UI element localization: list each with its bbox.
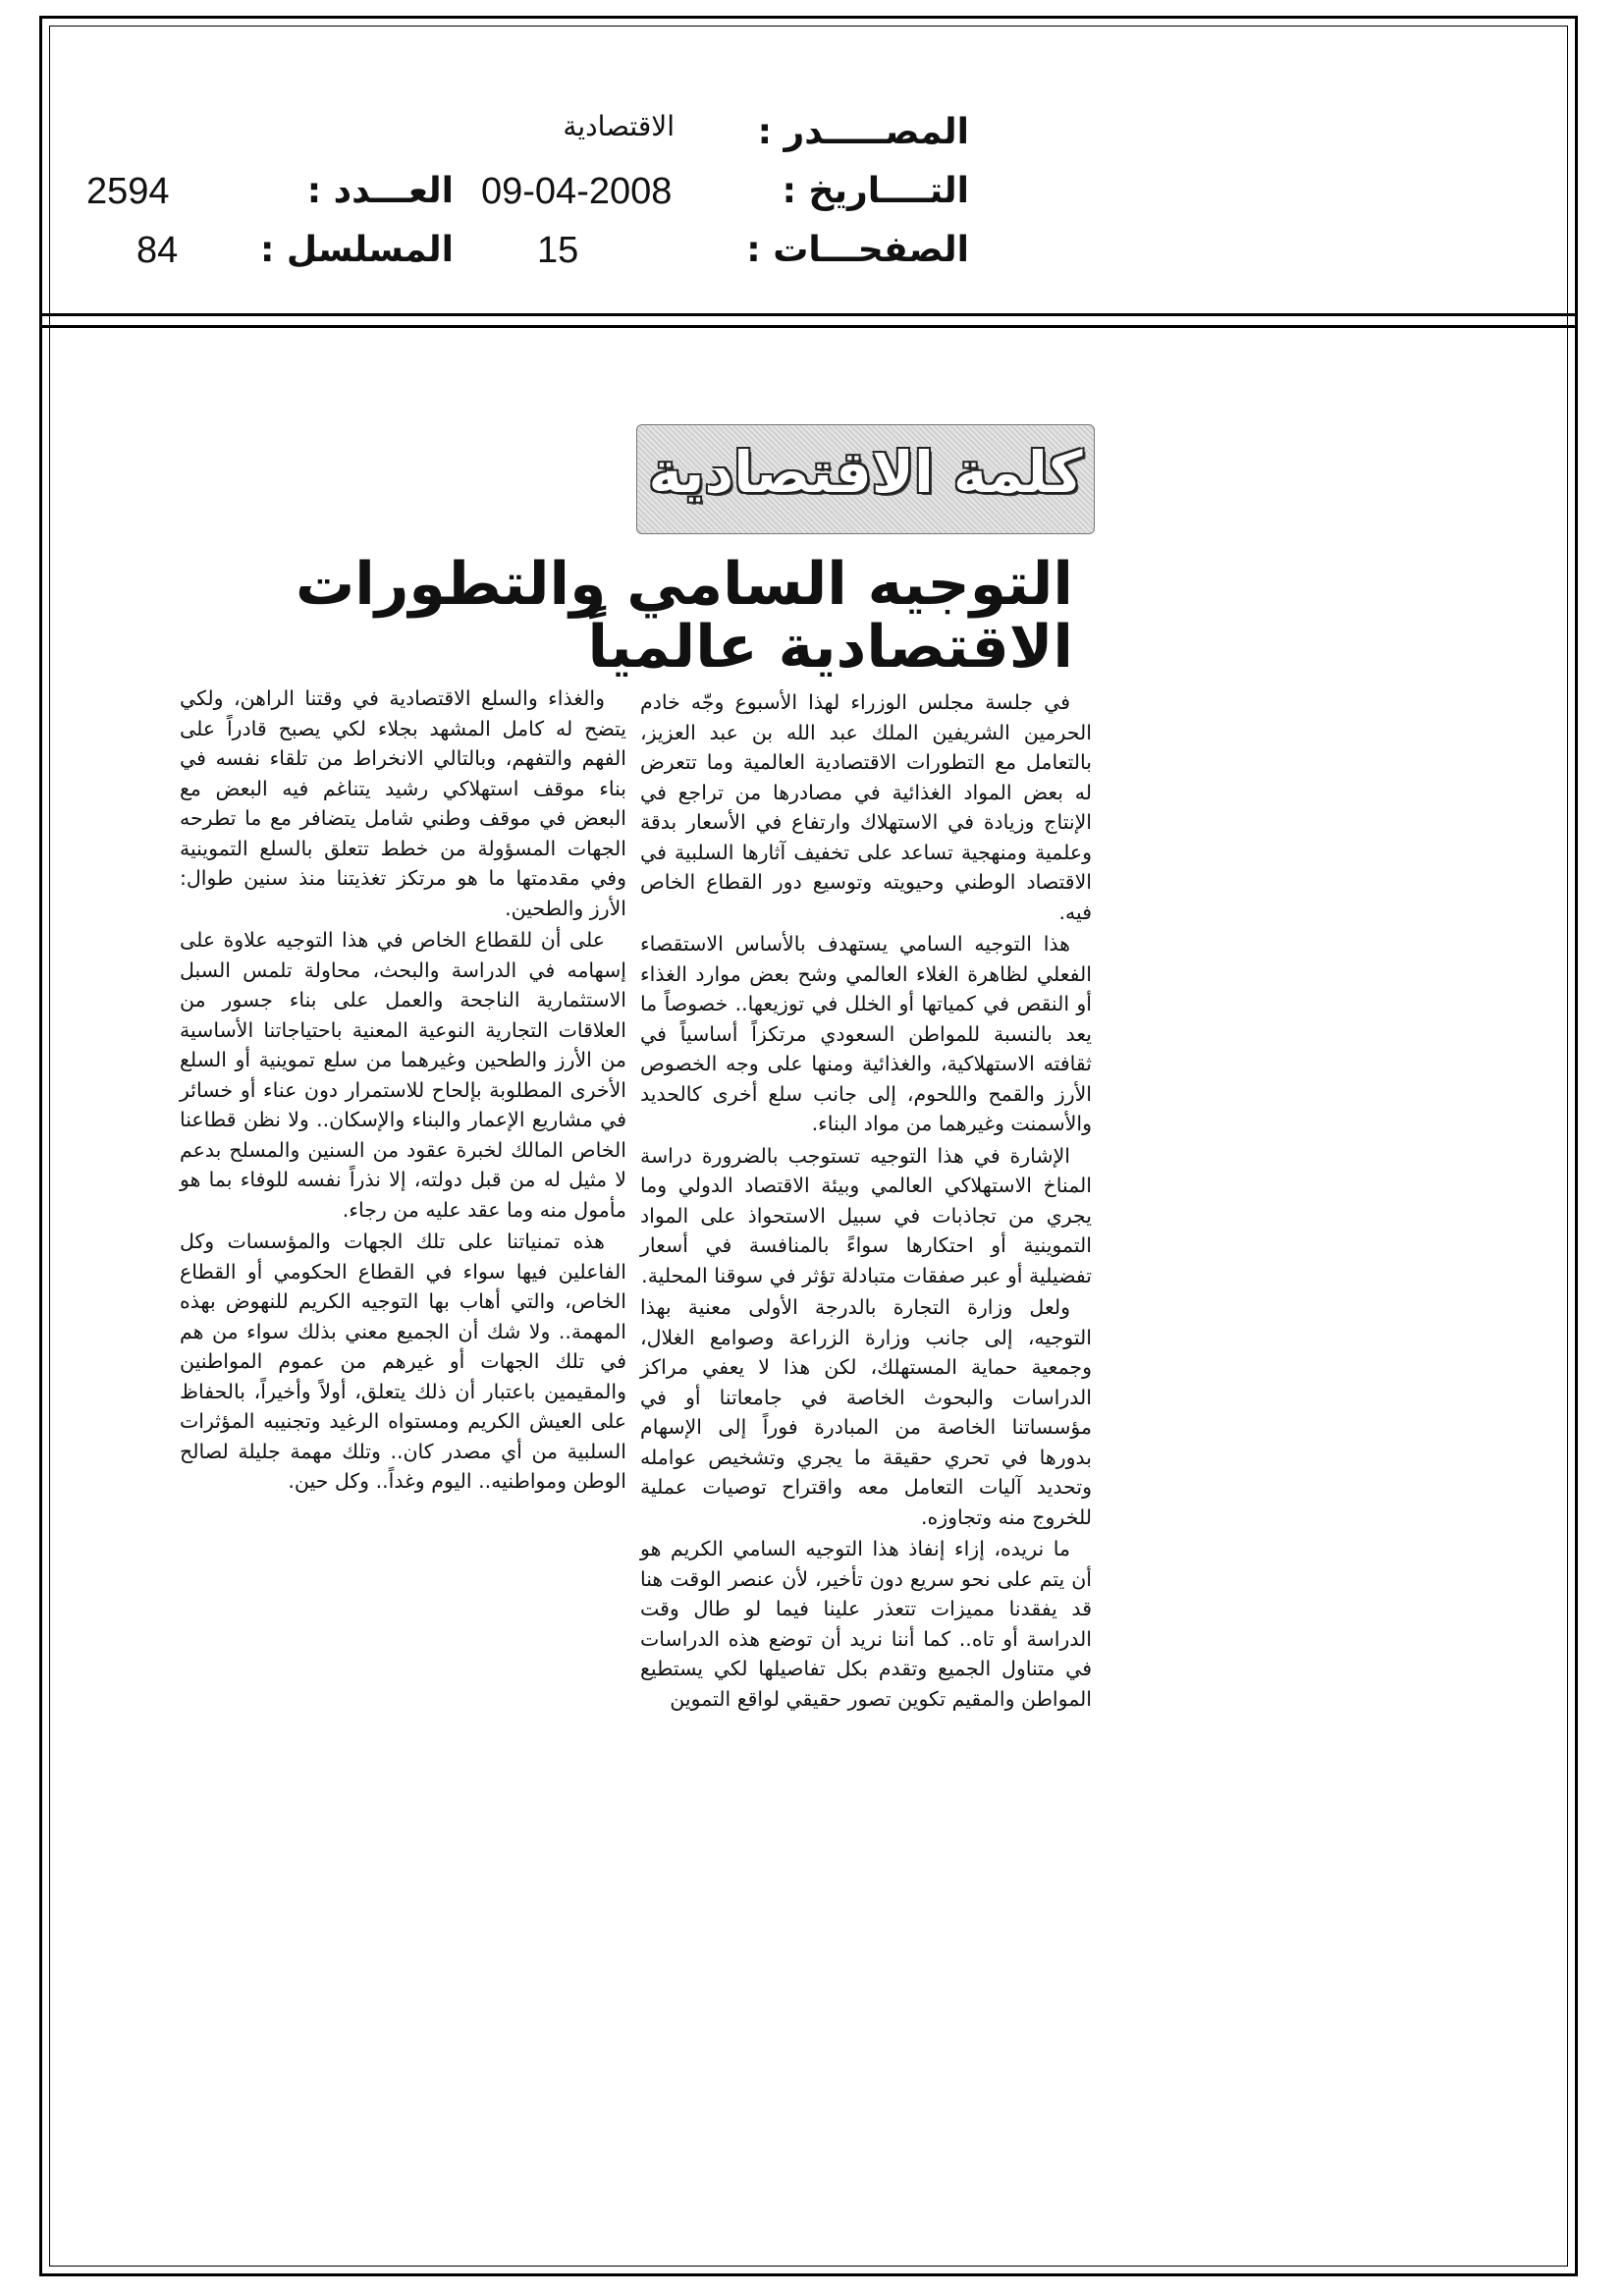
- paragraph: والغذاء والسلع الاقتصادية في وقتنا الراهن، ولكي يتضح له كامل المشهد بجلاء لكي يصبح قادراً على الفهم والتفهم، وبالتالي الانخراط من تلقاء نفسه في بناء موقف استهلاكي رشيد يتناغم فيه البعض مع البعض في موقف وطني شامل يتضافر مع ما تطرحه الجهات المسؤولة من خطط تتعلق بالسلع التموينية وفي مقدمتها ما هو مرتكز تغذيتنا منذ سنين طوال: الأرز والطحين.: [180, 686, 626, 920]
- header-divider: [39, 313, 1578, 316]
- source-label: المصـــــدر :: [757, 112, 969, 152]
- column-banner: [636, 424, 1095, 534]
- paragraph: ولعل وزارة التجارة بالدرجة الأولى معنية بهذا التوجيه، إلى جانب وزارة الزراعة وصوامع الغلال، وجمعية حماية المستهلك، لكن هذا لا يعفي مراكز الدراسات والبحوث الخاصة في جامعاتنا أو في مؤسساتنا الخاصة من المبادرة فوراً إلى الإسهام بدورها في تحري حقيقة ما يجري وتشخيص عوامله وتحديد آليات التعامل معه واقتراح توصيات عملية للخروج منه وتجاوزه.: [640, 1295, 1092, 1529]
- pages-label: الصفحـــات :: [746, 230, 969, 270]
- issue-number: 2594: [86, 171, 170, 212]
- pages-value: 15: [537, 230, 579, 271]
- paragraph: ما نريده، إزاء إنفاذ هذا التوجيه السامي الكريم هو أن يتم على نحو سريع دون تأخير، لأن عنصر الوقت هنا قد يفقدنا مميزات تتعذر علينا فيما لو طال وقت الدراسة أو تاه.. كما أننا نريد أن توضع هذه الدراسات في متناول الجميع وتقدم بكل تفاصيلها لكي يستطيع المواطن والمقيم تكوين تصور حقيقي لواقع التموين: [640, 1537, 1092, 1711]
- serial-label: المسلسل :: [259, 230, 454, 270]
- date-value: 09-04-2008: [481, 171, 673, 212]
- article-column-right: [640, 687, 1092, 1716]
- banner-title: كلمة الاقتصادية: [648, 439, 1083, 506]
- serial-number: 84: [136, 230, 179, 271]
- paragraph: هذا التوجيه السامي يستهدف بالأساس الاستقصاء الفعلي لظاهرة الغلاء العالمي وشح بعض موارد الغذاء أو النقص في كمياتها أو الخلل في توزيعها.. خصوصاً ما يعد بالنسبة للمواطن السعودي مرتكزاً أساسياً في ثقافته الاستهلاكية، والغذائية ومنها على وجه الخصوص الأرز والقمح واللحوم، إلى جانب سلع أخرى كالحديد والأسمنت وغيرهما من مواد البناء.: [640, 932, 1092, 1135]
- headline-line-1: التوجيه السامي والتطورات: [296, 550, 1073, 619]
- paragraph: على أن للقطاع الخاص في هذا التوجيه علاوة على إسهامه في الدراسة والبحث، محاولة تلمس السبل الاستثمارية الناجحة والعمل على بناء جسور من العلاقات التجارية النوعية المعنية باحتياجاتنا الأساسية من الأرز والطحين وغيرهما من سلع تموينية أو السلع الأخرى المطلوبة بإلحاح للاستمرار دون عناء أو خسائر في مشاريع الإعمار والبناء والإسكان.. ولا نظن قطاعنا الخاص المالك لخبرة عقود من السنين والمسلح بدعم لا مثيل له من قبل دولته، إلا نذراً نفسه للوفاء بما هو مأمول منه وما عقد عليه من رجاء.: [180, 928, 626, 1222]
- source-value: الاقتصادية: [563, 110, 675, 142]
- paragraph: الإشارة في هذا التوجيه تستوجب بالضرورة دراسة المناخ الاستهلاكي العالمي وبيئة الاقتصاد الدولي وما يجري من تجاذبات في سبيل الاستحواذ على المواد التموينية أو احتكارها سواءً بالمنافسة في أسعار تفضيلية أو عبر صفقات متبادلة تؤثر في سوقنا المحلية.: [640, 1143, 1092, 1287]
- date-label: التــــاريخ :: [782, 171, 969, 211]
- document-header: [49, 26, 1568, 320]
- issue-label: العـــدد :: [306, 171, 454, 211]
- paragraph: هذه تمنياتنا على تلك الجهات والمؤسسات وكل الفاعلين فيها سواء في القطاع الحكومي أو القطاع الخاص، والتي أهاب بها التوجيه الكريم للنهوض بهذه المهمة.. ولا شك أن الجميع معني بذلك سواء من هم في تلك الجهات أو غيرهم من عموم المواطنين والمقيمين باعتبار أن ذلك يتعلق، أولاً وأخيراً، بالحفاظ على العيش الكريم ومستواه الرغيد وتجنيبه المؤثرات السلبية من أي مصدر كان.. وتلك مهمة جليلة لصالح الوطن ومواطنيه.. اليوم وغداً.. وكل حين.: [180, 1230, 626, 1493]
- article-column-left: [180, 683, 626, 1499]
- headline-line-2: الاقتصادية عالمياً: [587, 613, 1073, 682]
- header-divider-double: [39, 325, 1578, 328]
- paragraph: في جلسة مجلس الوزراء لهذا الأسبوع وجّه خادم الحرمين الشريفين الملك عبد الله بن عبد العزيز، بالتعامل مع التطورات الاقتصادية العالمية وما تتعرض له بعض المواد الغذائية في مصادرها من تراجع في الإنتاج وزيادة في الاستهلاك وارتفاع في الأسعار بدقة وعلمية ومنهجية تساعد على تخفيف آثارها السلبية في الاقتصاد الوطني وحيويته وتوسيع دور القطاع الخاص فيه.: [640, 690, 1092, 924]
